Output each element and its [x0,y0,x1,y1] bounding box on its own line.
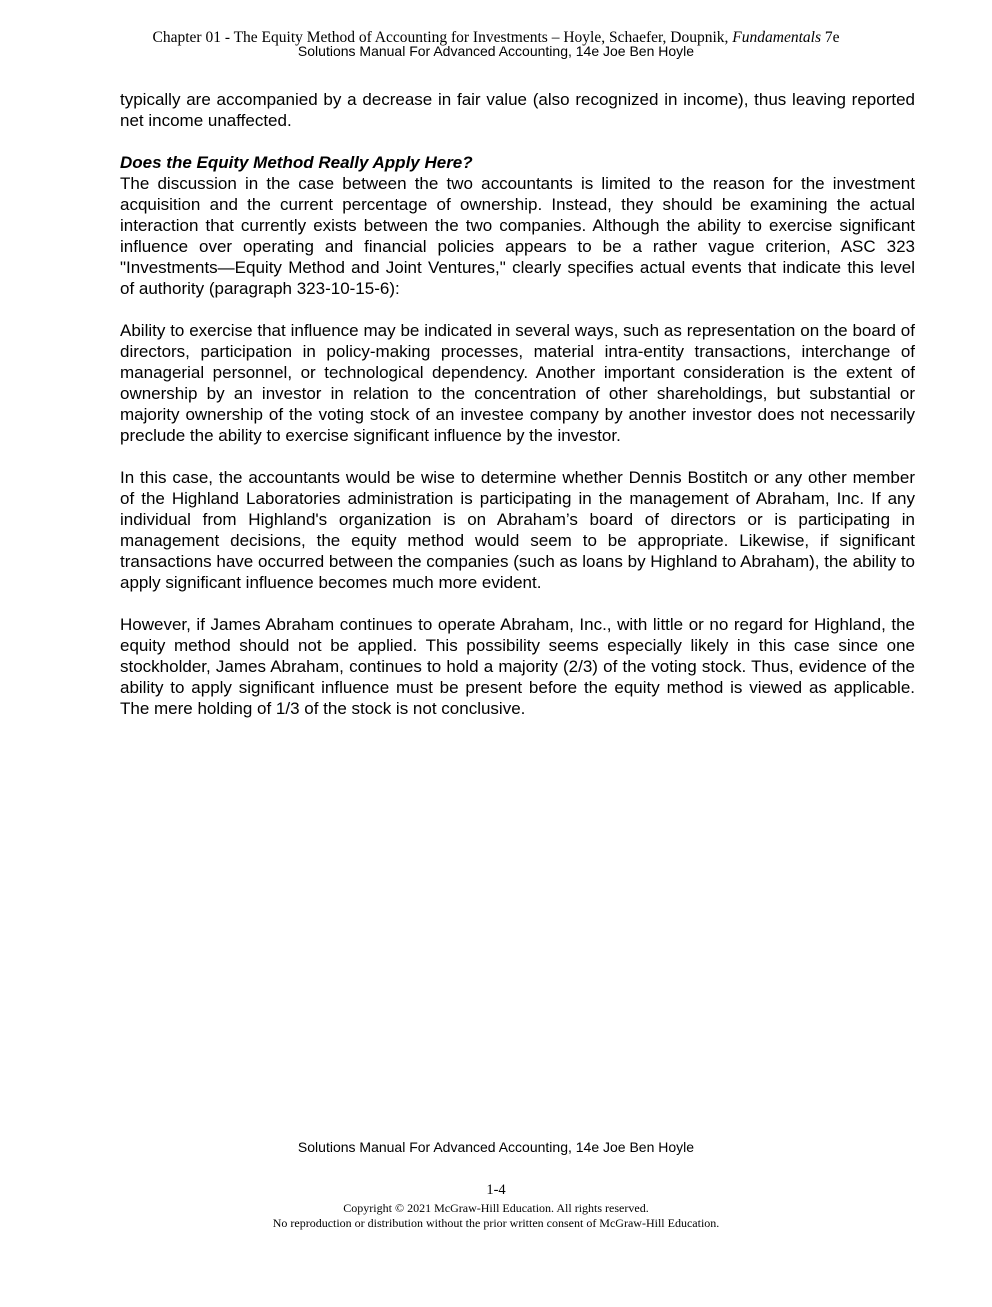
chapter-header-prefix: Chapter 01 - The Equity Method of Accounting for Investments – Hoyle, Schaefer, Doupnik, [152,29,733,46]
header-solutions-line: Solutions Manual For Advanced Accounting, 14e Joe Ben Hoyle [297,43,695,59]
footer-solutions-line: Solutions Manual For Advanced Accounting, 14e Joe Ben Hoyle [297,1139,695,1155]
paragraph-2-quote: Ability to exercise that influence may be indicated in several ways, such as representation on the board of directors, participation in policy-making processes, material intra-entity transactions, interchange of managerial personnel, or technological dependency. Another important consideration is the extent of ownership by an investor in relation to the concentration of other shareholdings, but substantial or majority ownership of the voting stock of an investee company by another investor does not necessarily preclude the ability to exercise significant influence by the investor. [120,321,915,445]
paragraph-4: However, if James Abraham continues to operate Abraham, Inc., with little or no regard for Highland, the equity method should not be applied. This possibility seems especially likely in this case since one stockholder, James Abraham, continues to hold a majority (2/3) of the voting stock. Thus, evidence of the ability to apply significant influence must be present before the equity method is viewed as applicable. The mere holding of 1/3 of the stock is not conclusive. [120,615,915,718]
reproduction-notice: No reproduction or distribution without the prior written consent of McGraw-Hill Education. [272,1216,720,1230]
paragraph-1: The discussion in the case between the two accountants is limited to the reason for the investment acquisition and the current percentage of ownership. Instead, they should be examining the actual interaction that currently exists between the two companies. Although the ability to exercise significant influence over operating and financial policies appears to be a rather vague criterion, ASC 323 "Investments—Equity Method and Joint Ventures," clearly specifies actual events that indicate this level of authority (paragraph 323-10-15-6): [120,174,915,298]
paragraph-3: In this case, the accountants would be wise to determine whether Dennis Bostitch or any other member of the Highland Laboratories administration is participating in the management of Abraham, Inc. If any individual from Highland's organization is on Abraham’s board of directors or is participating in management decisions, the equity method would seem to be appropriate. Likewise, if significant transactions have occurred between the companies (such as loans by Highland to Abraham), the ability to apply significant influence becomes much more evident. [120,468,915,592]
copyright-line: Copyright © 2021 McGraw-Hill Education. All rights reserved. [343,1201,649,1215]
chapter-header-suffix: 7e [820,29,840,46]
footer-copyright [0,1201,992,1231]
chapter-header-italic: Fundamentals [732,29,821,46]
paragraph-continued: typically are accompanied by a decrease in fair value (also recognized in income), thus leaving reported net income unaffected. [120,90,915,130]
section-heading: Does the Equity Method Really Apply Here? [120,153,473,172]
document-body [120,89,915,740]
page-number: 1-4 [486,1182,506,1198]
